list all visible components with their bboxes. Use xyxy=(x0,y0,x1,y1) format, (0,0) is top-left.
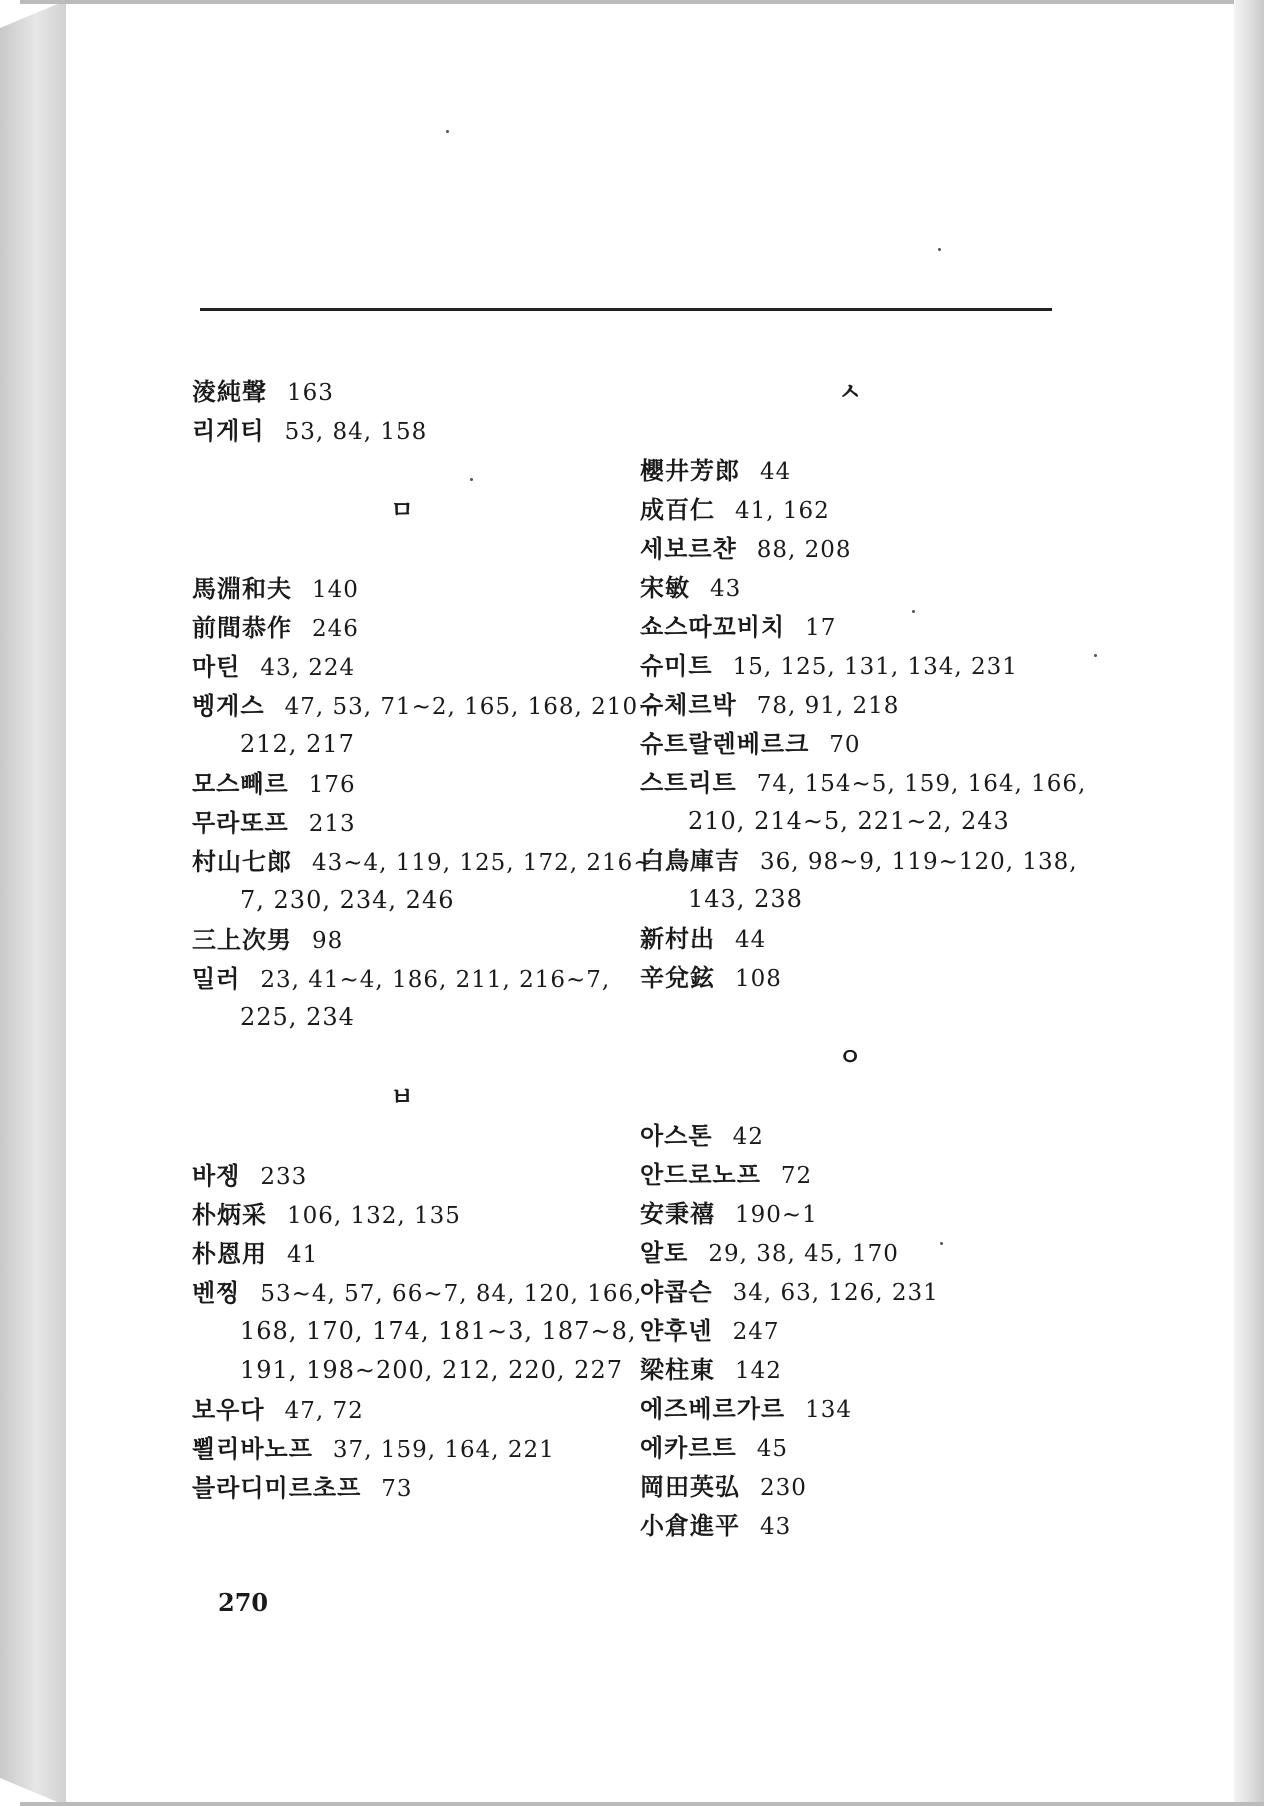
entry-pages: 176 xyxy=(308,772,356,798)
entry-pages: 225, 234 xyxy=(240,1003,355,1031)
entry-pages: 17 xyxy=(805,615,837,641)
index-entry xyxy=(192,686,659,725)
entry-pages: 45 xyxy=(756,1436,789,1462)
index-entry xyxy=(640,1116,1060,1155)
entry-pages: 247 xyxy=(732,1319,780,1345)
entry-pages: 47, 53, 71∼2, 165, 168, 210∼ xyxy=(284,694,659,720)
entry-name: 야콥슨 xyxy=(640,1277,713,1306)
entry-pages: 7, 230, 234, 246 xyxy=(240,886,455,914)
entry-pages: 134 xyxy=(805,1397,853,1423)
index-entry xyxy=(640,1233,1060,1272)
entry-pages: 53, 84, 158 xyxy=(284,419,428,445)
entry-pages: 47, 72 xyxy=(284,1398,364,1424)
index-entry xyxy=(192,920,612,959)
index-entry xyxy=(640,958,1060,997)
section-gap xyxy=(192,1116,612,1156)
entry-name: 新村出 xyxy=(640,924,715,953)
entry-pages: 108 xyxy=(735,966,782,992)
entry-name: 리게티 xyxy=(192,416,265,445)
index-entry xyxy=(640,724,1060,763)
entry-name: 櫻井芳郎 xyxy=(640,456,740,485)
entry-pages: 246 xyxy=(312,616,359,642)
entry-name: 成百仁 xyxy=(640,495,715,524)
index-entry xyxy=(640,568,1060,607)
entry-pages: 42 xyxy=(732,1124,764,1150)
entry-pages: 15, 125, 131, 134, 231 xyxy=(732,654,1018,680)
entry-name: 村山七郎 xyxy=(192,847,292,876)
index-entry xyxy=(192,1234,612,1273)
index-entry-continuation xyxy=(192,1312,637,1351)
index-entry xyxy=(640,1467,1060,1506)
index-column-left xyxy=(192,372,659,1507)
entry-pages: 37, 159, 164, 221 xyxy=(332,1437,555,1463)
index-entry xyxy=(192,1156,612,1195)
entry-pages: 43 xyxy=(710,576,742,602)
index-entry-continuation xyxy=(192,998,612,1037)
page-number: 270 xyxy=(218,1588,269,1617)
entry-pages: 163 xyxy=(287,380,334,406)
index-entry xyxy=(192,959,612,998)
index-entry xyxy=(192,411,612,450)
book-spine-edge xyxy=(0,0,67,1806)
entry-name: 보우다 xyxy=(192,1395,265,1424)
print-speck xyxy=(1094,654,1097,657)
entry-name: 무라또프 xyxy=(192,808,289,837)
entry-name: 朴恩用 xyxy=(192,1239,267,1268)
index-entry xyxy=(640,529,1060,568)
section-heading: ㅁ xyxy=(390,495,414,524)
section-gap xyxy=(640,411,1060,451)
index-entry xyxy=(192,569,612,608)
entry-name: 알토 xyxy=(640,1238,689,1267)
entry-name: 슈미트 xyxy=(640,651,713,680)
index-entry xyxy=(640,1506,1060,1545)
entry-pages: 210, 214∼5, 221∼2, 243 xyxy=(688,807,1010,835)
book-bottom-edge xyxy=(20,1802,1264,1806)
entry-name: 뾜리바노프 xyxy=(192,1434,313,1463)
entry-name: 馬淵和夫 xyxy=(192,574,292,603)
entry-name: 岡田英弘 xyxy=(640,1472,740,1501)
entry-pages: 230 xyxy=(760,1475,807,1501)
section-heading: ㅅ xyxy=(838,377,862,406)
entry-name: 마틴 xyxy=(192,652,241,681)
entry-name: 벵게스 xyxy=(192,691,265,720)
index-entry xyxy=(192,1195,612,1234)
entry-name: 바젱 xyxy=(192,1161,241,1190)
entry-name: 세보르챤 xyxy=(640,534,737,563)
index-entry xyxy=(192,803,612,842)
index-entry xyxy=(640,1155,1060,1194)
entry-name: 아스톤 xyxy=(640,1121,713,1150)
entry-name: 白鳥庫吉 xyxy=(640,846,740,875)
index-entry xyxy=(192,1429,612,1468)
section-heading: ㅇ xyxy=(838,1042,862,1071)
entry-name: 얀후넨 xyxy=(640,1316,713,1345)
entry-pages: 143, 238 xyxy=(688,885,803,913)
index-entry xyxy=(640,685,1060,724)
section-gap xyxy=(192,529,612,569)
section-heading: ㅂ xyxy=(390,1082,414,1111)
entry-pages: 140 xyxy=(312,577,359,603)
entry-name: 朴炳采 xyxy=(192,1200,267,1229)
entry-pages: 44 xyxy=(760,459,792,485)
entry-name: 에카르트 xyxy=(640,1433,737,1462)
index-entry xyxy=(640,490,1060,529)
entry-name: 밀러 xyxy=(192,964,241,993)
entry-pages: 190∼1 xyxy=(735,1202,818,1228)
entry-name: 三上次男 xyxy=(192,925,292,954)
entry-pages: 43 xyxy=(760,1514,792,1540)
entry-pages: 88, 208 xyxy=(756,537,852,563)
index-entry xyxy=(192,764,612,803)
entry-pages: 106, 132, 135 xyxy=(287,1203,461,1229)
index-entry xyxy=(640,1311,1060,1350)
index-column-right xyxy=(640,372,1087,1545)
index-entry xyxy=(192,647,612,686)
index-entry xyxy=(640,1350,1060,1389)
entry-pages: 212, 217 xyxy=(240,730,355,758)
entry-name: 梁柱東 xyxy=(640,1355,715,1384)
entry-name: 벤찡 xyxy=(192,1278,241,1307)
index-entry-continuation xyxy=(192,725,612,764)
index-entry xyxy=(192,1390,612,1429)
index-entry xyxy=(192,842,654,881)
entry-pages: 41 xyxy=(287,1242,319,1268)
index-entry xyxy=(192,1273,643,1312)
entry-name: 前間恭作 xyxy=(192,613,292,642)
entry-name: 小倉進平 xyxy=(640,1511,740,1540)
print-speck xyxy=(446,130,449,133)
index-entry-continuation xyxy=(192,881,612,920)
entry-pages: 23, 41∼4, 186, 211, 216∼7, xyxy=(260,967,611,993)
print-speck xyxy=(938,248,941,251)
index-entry xyxy=(192,608,612,647)
entry-pages: 191, 198∼200, 212, 220, 227 xyxy=(240,1356,623,1384)
index-entry xyxy=(640,1428,1060,1467)
entry-pages: 142 xyxy=(735,1358,782,1384)
section-gap xyxy=(640,997,1060,1037)
entry-pages: 43, 224 xyxy=(260,655,356,681)
entry-name: 에즈베르가르 xyxy=(640,1394,786,1423)
entry-name: 安秉禧 xyxy=(640,1199,715,1228)
entry-name: 슈체르박 xyxy=(640,690,737,719)
entry-pages: 73 xyxy=(381,1476,413,1502)
entry-pages: 233 xyxy=(260,1164,308,1190)
entry-name: 슈트랄렌베르크 xyxy=(640,729,810,758)
entry-name: 안드로노프 xyxy=(640,1160,761,1189)
entry-pages: 168, 170, 174, 181∼3, 187∼8, xyxy=(240,1317,637,1345)
index-entry xyxy=(640,841,1078,880)
index-entry xyxy=(640,451,1060,490)
index-entry xyxy=(640,1272,1060,1311)
index-entry-continuation xyxy=(640,880,1060,919)
entry-name: 辛兌鉉 xyxy=(640,963,715,992)
entry-pages: 213 xyxy=(308,811,356,837)
entry-name: 宋敏 xyxy=(640,573,690,602)
entry-name: 쇼스따꼬비치 xyxy=(640,612,786,641)
header-rule xyxy=(200,308,1052,311)
book-page-edge xyxy=(1234,0,1264,1806)
section-gap xyxy=(640,1076,1060,1116)
entry-pages: 78, 91, 218 xyxy=(756,693,900,719)
index-entry xyxy=(640,1194,1060,1233)
entry-name: 스트리트 xyxy=(640,768,737,797)
index-entry xyxy=(192,1468,612,1507)
index-entry xyxy=(192,372,612,411)
section-gap xyxy=(192,1037,612,1077)
entry-pages: 98 xyxy=(312,928,344,954)
entry-pages: 29, 38, 45, 170 xyxy=(708,1241,899,1267)
index-entry xyxy=(640,1389,1060,1428)
entry-pages: 74, 154∼5, 159, 164, 166, xyxy=(756,771,1087,797)
entry-name: 모스빼르 xyxy=(192,769,289,798)
entry-pages: 36, 98∼9, 119∼120, 138, xyxy=(760,849,1078,875)
entry-pages: 43∼4, 119, 125, 172, 216∼ xyxy=(312,850,654,876)
entry-pages: 70 xyxy=(829,732,861,758)
entry-pages: 72 xyxy=(780,1163,813,1189)
entry-pages: 41, 162 xyxy=(735,498,830,524)
index-entry-continuation xyxy=(640,802,1060,841)
entry-pages: 44 xyxy=(735,927,767,953)
index-entry xyxy=(640,919,1060,958)
entry-name: 淩純聲 xyxy=(192,377,267,406)
index-entry xyxy=(640,763,1087,802)
entry-name: 블라디미르초프 xyxy=(192,1473,362,1502)
index-entry-continuation xyxy=(192,1351,623,1390)
index-entry xyxy=(640,607,1060,646)
section-gap xyxy=(192,450,612,490)
entry-pages: 53∼4, 57, 66∼7, 84, 120, 166, xyxy=(260,1281,643,1307)
entry-pages: 34, 63, 126, 231 xyxy=(732,1280,939,1306)
index-entry xyxy=(640,646,1060,685)
